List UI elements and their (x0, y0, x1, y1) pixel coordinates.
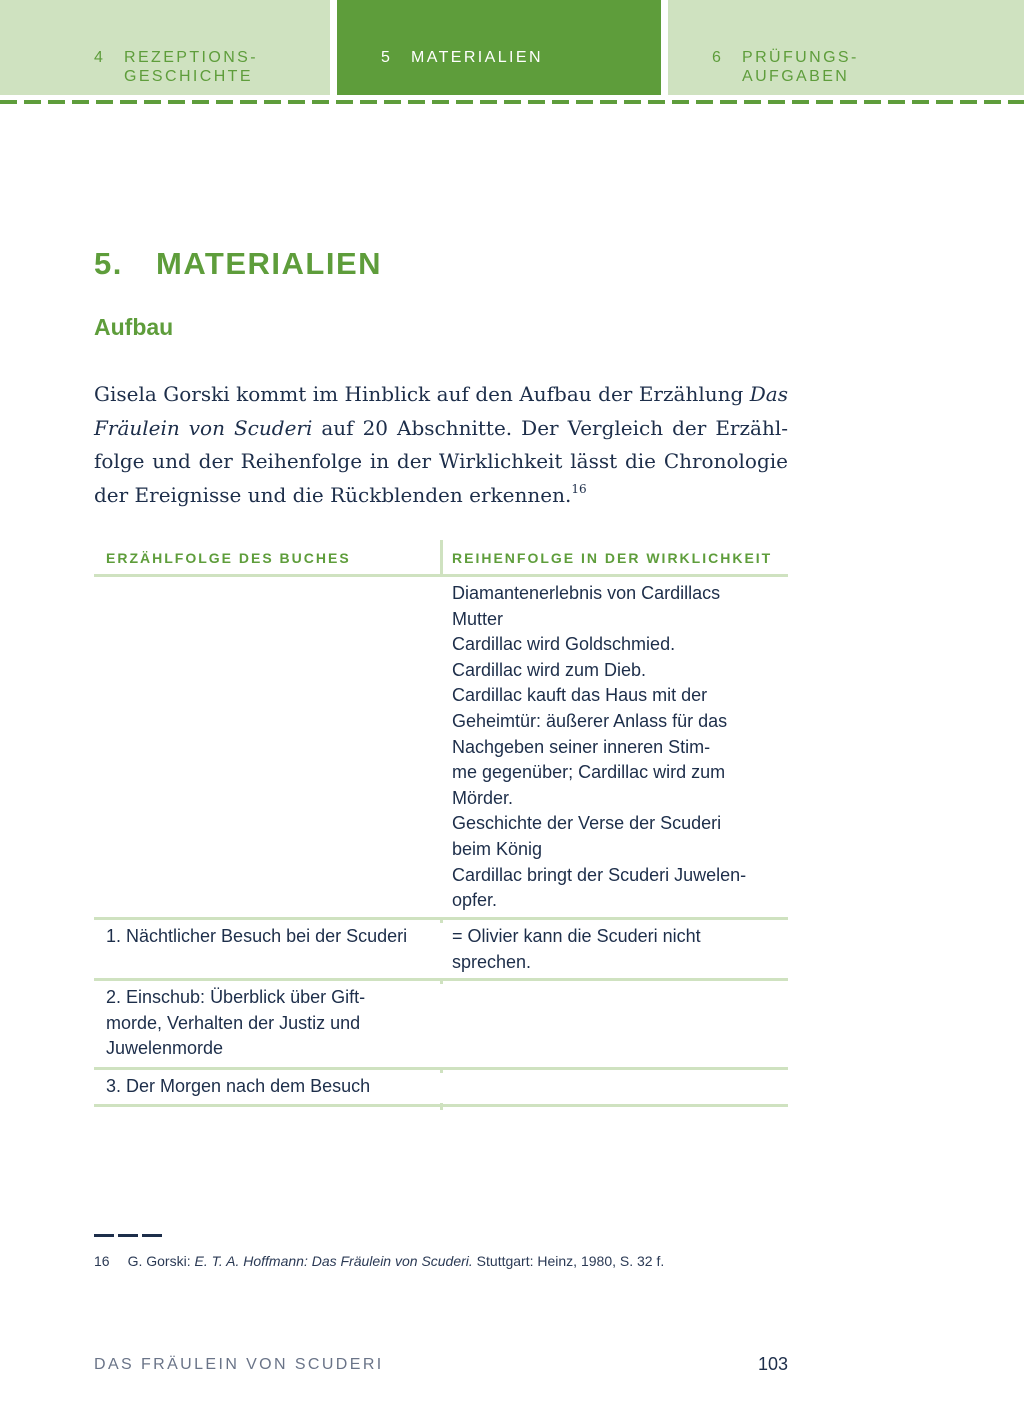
footnote-number: 16 (94, 1253, 110, 1269)
section-title: Aufbau (94, 314, 174, 340)
table-row (94, 577, 788, 920)
cell-line: Mutter (452, 608, 504, 629)
tab-number: 4 (94, 49, 106, 66)
footnote-rule (94, 1234, 162, 1237)
tab-rezeptionsgeschichte[interactable] (0, 0, 330, 95)
cell-line: opfer. (452, 890, 498, 911)
cell-line: 3. Der Morgen nach dem Besuch (106, 1076, 371, 1096)
chapter-title-text: MATERIALIEN (156, 246, 383, 281)
table-cell (452, 581, 788, 914)
tab-label-line: PRÜFUNGS- (742, 49, 859, 66)
tab-label (124, 48, 258, 86)
footnote-publication: Stuttgart: Heinz, 1980, S. 32 f. (472, 1253, 665, 1269)
column-header-story-order: ERZÄHLFOLGE DES BUCHES (106, 550, 351, 566)
cell-line: Cardillac wird Goldschmied. (452, 634, 676, 655)
cell-line: morde, Verhalten der Justiz und (106, 1012, 361, 1033)
cell-line: Cardillac wird zum Dieb. (452, 659, 647, 680)
footnote-work-title: E. T. A. Hoffmann: Das Fräulein von Scuderi. (194, 1253, 473, 1269)
tab-materialien[interactable] (337, 0, 661, 95)
cell-line: Nachgeben seiner inneren Stim- (452, 736, 711, 757)
footnote-text (128, 1253, 665, 1269)
chapter-title (94, 246, 382, 282)
footnote-reference[interactable]: 16 (571, 481, 587, 496)
tab-number: 5 (381, 49, 393, 66)
table-row (94, 920, 788, 981)
intro-text: auf 20 Abschnitte. Der Vergleich der Erzählfolge und der Reihenfolge in der Wirklichkeit lässt die Chronologie der Ereignisse und die Rückblenden erkennen. (94, 415, 788, 507)
running-footer-title: DAS FRÄULEIN VON SCUDERI (94, 1356, 384, 1373)
page-number: 103 (757, 1354, 788, 1374)
cell-line: = Olivier kann die Scuderi nicht (452, 926, 701, 946)
footnote-author: G. Gorski: (127, 1253, 195, 1269)
tab-label-line: GESCHICHTE (124, 68, 253, 85)
book-title: Das Fräulein von Scuderi (94, 382, 788, 440)
table-row (94, 1070, 788, 1107)
cell-line: beim König (452, 838, 543, 859)
cell-line: 2. Einschub: Überblick über Gift- (106, 987, 366, 1007)
cell-line: 1. Nächtlicher Besuch bei der Scuderi (106, 926, 408, 946)
column-divider (440, 540, 443, 577)
table-cell (106, 1074, 436, 1100)
intro-paragraph (94, 378, 788, 512)
column-divider (440, 577, 443, 917)
tab-label (411, 48, 543, 67)
tab-pruefungsaufgaben[interactable] (668, 0, 1024, 95)
column-divider (440, 978, 443, 984)
header-divider (0, 100, 1024, 104)
cell-line: Diamantenerlebnis von Cardillacs (452, 583, 721, 603)
footnote (94, 1253, 664, 1269)
column-header-real-order: REIHENFOLGE IN DER WIRKLICHKEIT (452, 550, 773, 566)
cell-line: Geschichte der Verse der Scuderi (452, 813, 722, 834)
tab-label-line: MATERIALIEN (411, 49, 543, 66)
tab-number: 6 (712, 49, 724, 66)
chapter-navigation (0, 0, 1024, 95)
comparison-table (94, 540, 788, 1107)
cell-line: Juwelenmorde (106, 1038, 224, 1059)
tab-label-line: REZEPTIONS- (124, 49, 258, 66)
column-divider (440, 1103, 443, 1110)
table-cell (106, 924, 436, 950)
column-divider (440, 917, 443, 923)
table-cell (106, 985, 436, 1062)
table-cell (452, 924, 788, 975)
cell-line: sprechen. (452, 951, 532, 972)
tab-label (742, 48, 859, 86)
tab-label-line: AUFGABEN (742, 68, 850, 85)
table-row (94, 981, 788, 1070)
cell-line: Cardillac bringt der Scuderi Juwelen- (452, 864, 747, 885)
cell-line: Cardillac kauft das Haus mit der (452, 685, 708, 706)
intro-text: Gisela Gorski kommt im Hinblick auf den Aufbau der Erzählung (94, 382, 750, 406)
chapter-number: 5. (94, 246, 123, 281)
table-header (94, 540, 788, 577)
cell-line: me gegenüber; Cardillac wird zum (452, 762, 726, 783)
column-divider (440, 1067, 443, 1073)
cell-line: Mörder. (452, 787, 514, 808)
cell-line: Geheimtür: äußerer Anlass für das (452, 710, 728, 731)
